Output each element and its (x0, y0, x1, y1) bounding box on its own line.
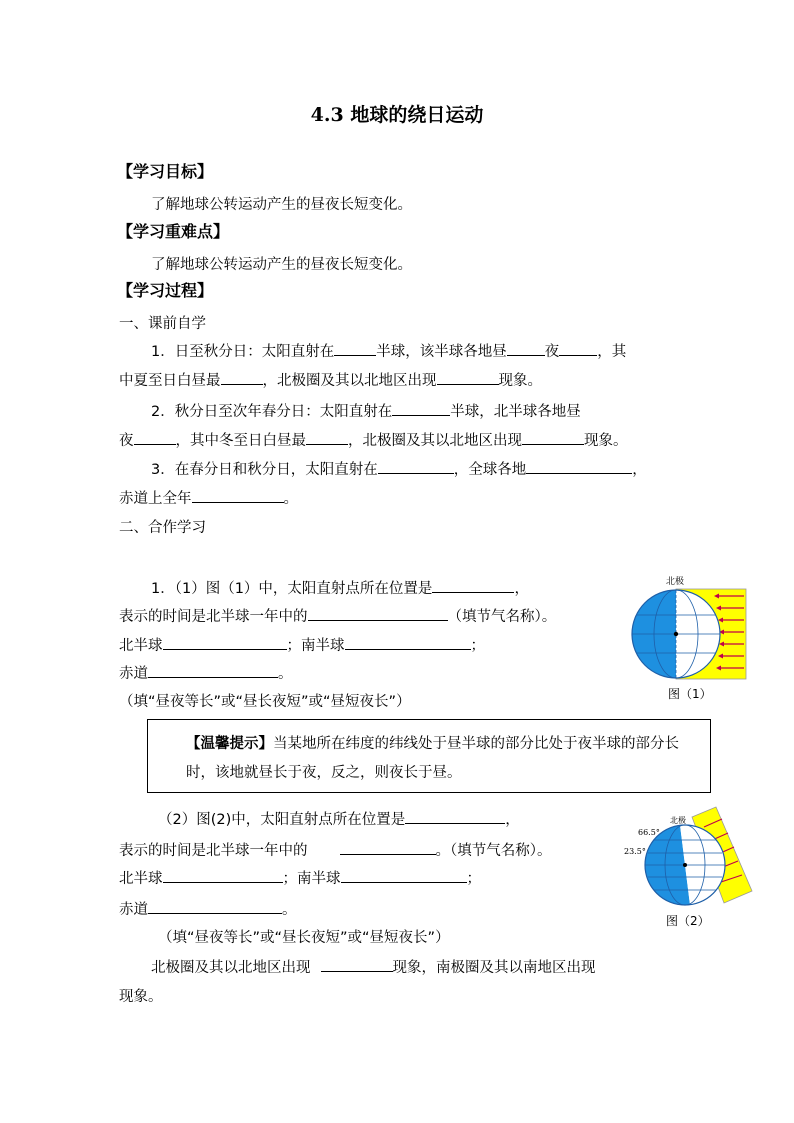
keypoints-text: 了解地球公转运动产生的昼夜长短变化。 (151, 257, 412, 273)
answer-blank[interactable] (221, 370, 263, 385)
p2-line-7: 现象。 (119, 989, 163, 1005)
answer-blank[interactable] (341, 868, 467, 883)
earth-center (683, 863, 687, 867)
q1-line-1: 1．日至秋分日：太阳直射在 半球，该半球各地昼 夜 ，其 (151, 340, 626, 361)
answer-blank[interactable] (306, 430, 348, 445)
answer-blank[interactable] (163, 868, 283, 883)
figure-2 (622, 805, 756, 930)
answer-blank[interactable] (192, 488, 284, 503)
tip-box (147, 719, 711, 793)
figure-1 (626, 574, 754, 704)
tip-text: 【温馨提示】当某地所在纬度的纬线处于昼半球的部分比处于夜半球的部分长时，该地就昼长于夜，反之，则夜长于昼。 (186, 736, 679, 781)
answer-blank[interactable] (392, 401, 450, 416)
p2-line-3: 北半球 ；南半球 ； (119, 867, 481, 888)
answer-blank[interactable] (308, 606, 448, 621)
q2-line-1: 2．秋分日至次年春分日：太阳直射在 半球，北半球各地昼 (151, 400, 581, 421)
p1-line-4: 赤道 。 (119, 662, 293, 683)
answer-blank[interactable] (340, 840, 436, 855)
p2-line-6: 北极圈及其以北地区出现 现象，南极圈及其以南地区出现 (151, 956, 596, 977)
page-title: 4.3 地球的绕日运动 (310, 104, 484, 126)
answer-blank[interactable] (334, 341, 376, 356)
answer-blank[interactable] (437, 370, 499, 385)
q3-line-2: 赤道上全年 。 (119, 487, 298, 508)
header-keypoints: 【学习重难点】 (117, 222, 230, 241)
answer-blank[interactable] (148, 663, 278, 678)
answer-blank[interactable] (321, 957, 393, 972)
p2-line-1: （2）图(2)中，太阳直射点所在位置是 ， (158, 808, 520, 829)
answer-blank[interactable] (345, 635, 471, 650)
answer-blank[interactable] (148, 899, 282, 914)
figure-1-diagram (626, 574, 754, 704)
answer-blank[interactable] (163, 635, 287, 650)
answer-blank[interactable] (526, 459, 632, 474)
objective-text: 了解地球公转运动产生的昼夜长短变化。 (151, 197, 412, 213)
p1-line-2: 表示的时间是北半球一年中的 （填节气名称）。 (119, 605, 556, 626)
answer-blank[interactable] (559, 341, 597, 356)
section-2-title: 二、合作学习 (119, 520, 206, 536)
figure-caption: 图（1） (668, 687, 712, 701)
pole-label: 北极 (666, 577, 685, 587)
lat-label-23: 23.5° (624, 847, 646, 856)
header-process: 【学习过程】 (117, 281, 214, 300)
p1-line-1: 1．（1）图（1）中，太阳直射点所在位置是 ， (151, 577, 529, 598)
figure-2-diagram (622, 805, 756, 930)
p1-line-5: （填“昼夜等长”或“昼长夜短”或“昼短夜长”） (119, 694, 411, 710)
pole-label: 北极 (670, 816, 686, 825)
answer-blank[interactable] (432, 578, 514, 593)
section-1-title: 一、课前自学 (119, 316, 206, 332)
q2-line-2: 夜 ，其中冬至日白昼最 ，北极圈及其以北地区出现 现象。 (119, 429, 628, 450)
answer-blank[interactable] (134, 430, 176, 445)
answer-blank[interactable] (522, 430, 584, 445)
answer-blank[interactable] (405, 809, 505, 824)
answer-blank[interactable] (507, 341, 545, 356)
earth-center (674, 632, 678, 636)
q1-line-2: 中夏至日白昼最 ，北极圈及其以北地区出现 现象。 (119, 369, 542, 390)
lat-label-66: 66.5° (638, 828, 660, 837)
p2-line-5: （填“昼夜等长”或“昼长夜短”或“昼短夜长”） (158, 930, 450, 946)
q3-line-1: 3．在春分日和秋分日，太阳直射在 ，全球各地 ， (151, 458, 647, 479)
p1-line-3: 北半球 ；南半球 ； (119, 634, 485, 655)
answer-blank[interactable] (378, 459, 454, 474)
p2-line-2: 表示的时间是北半球一年中的 。（填节气名称）。 (119, 839, 552, 860)
figure-caption: 图（2） (666, 914, 710, 928)
p2-line-4: 赤道 。 (119, 898, 297, 919)
header-objective: 【学习目标】 (117, 162, 214, 181)
